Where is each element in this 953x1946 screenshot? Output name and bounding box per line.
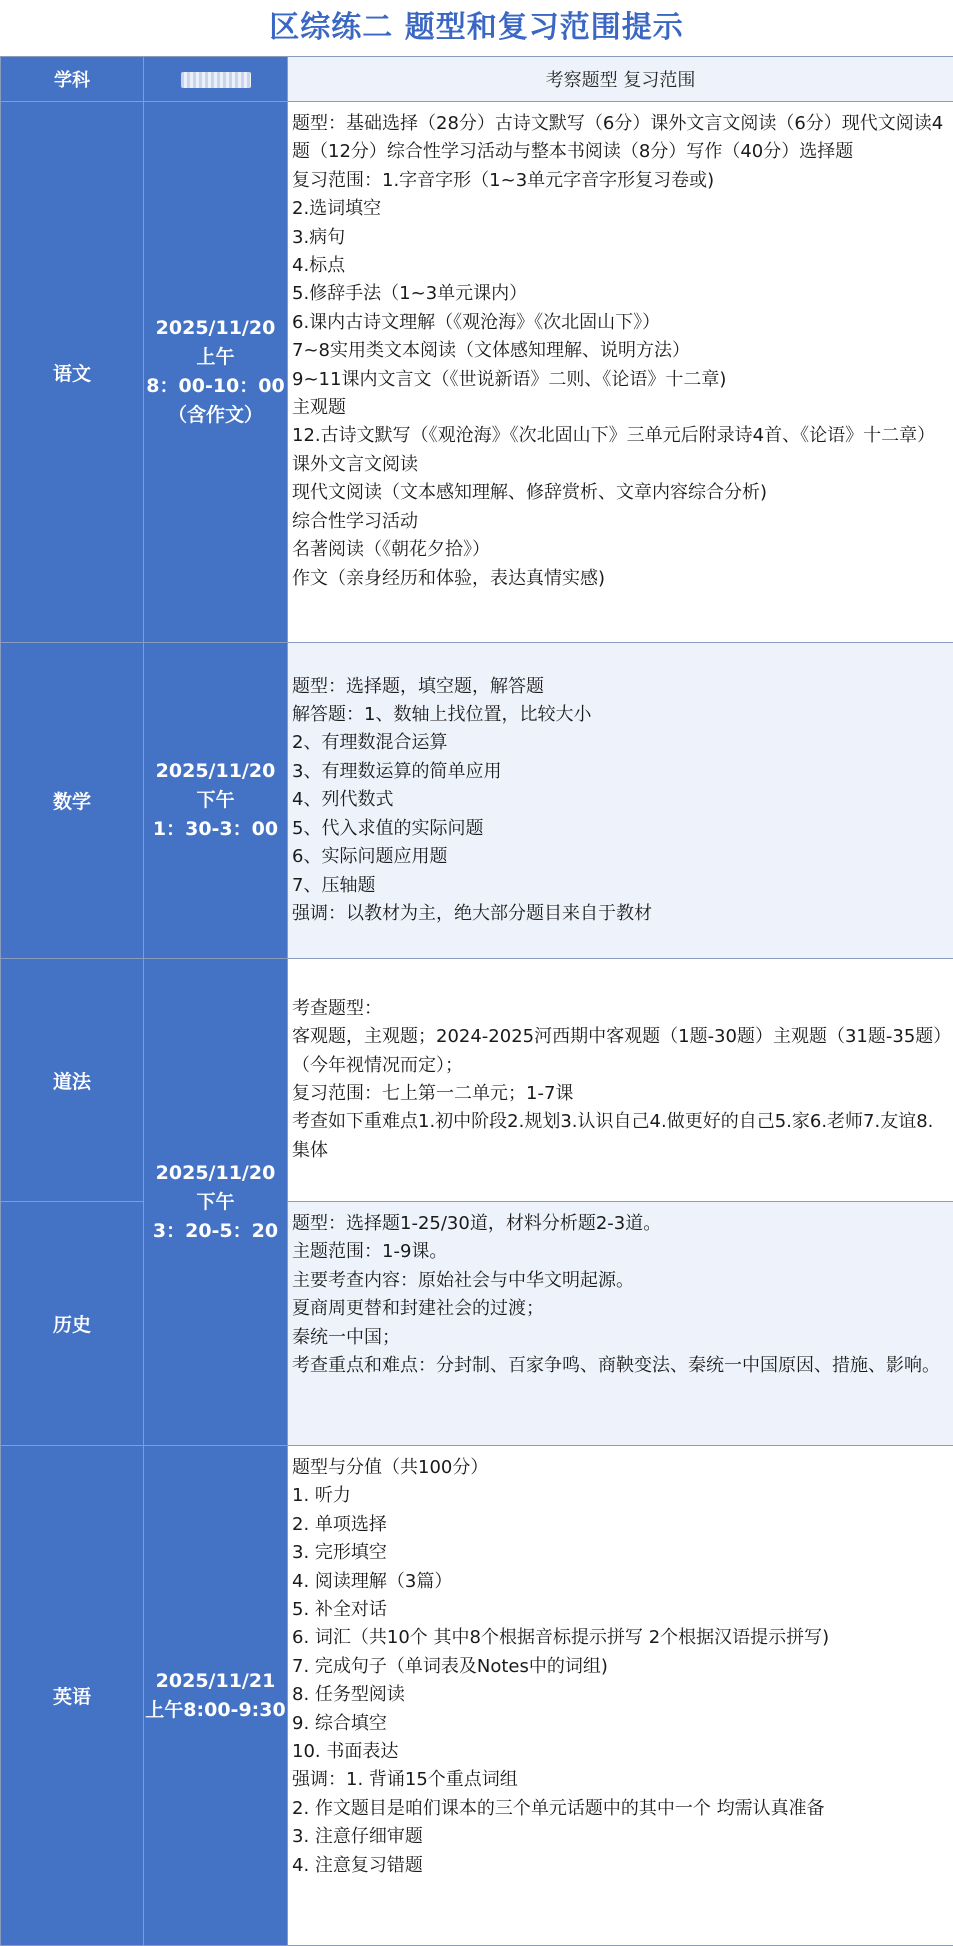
- subject-cell: 道法: [1, 959, 144, 1202]
- exam-hours: 1：30-3：00: [144, 815, 287, 844]
- scope-line: 夏商周更替和封建社会的过渡；: [292, 1295, 949, 1323]
- exam-hours: 上午8:00-9:30: [144, 1696, 287, 1725]
- scope-line: 主要考查内容：原始社会与中华文明起源。: [292, 1267, 949, 1295]
- table-row-yuwen: [1, 102, 953, 643]
- scope-line: 5.修辞手法（1~3单元课内）: [292, 280, 949, 308]
- scope-line: 复习范围：七上第一二单元；1-7课: [292, 1080, 949, 1108]
- time-cell: [144, 643, 288, 959]
- scope-line: 5. 补全对话: [292, 1596, 949, 1624]
- scope-line: 12.古诗文默写（《观沧海》《次北固山下》三单元后附录诗4首、《论语》十二章）: [292, 422, 949, 450]
- scope-line: 7~8实用类文本阅读（文体感知理解、说明方法）: [292, 337, 949, 365]
- scope-line: 考查重点和难点：分封制、百家争鸣、商鞅变法、秦统一中国原因、措施、影响。: [292, 1352, 949, 1380]
- scope-line: 7. 完成句子（单词表及Notes中的词组): [292, 1653, 949, 1681]
- scope-line: 6. 词汇（共10个 其中8个根据音标提示拼写 2个根据汉语提示拼写): [292, 1624, 949, 1652]
- header-time: [144, 57, 288, 102]
- scope-line: 1. 听力: [292, 1482, 949, 1510]
- exam-date: 2025/11/20: [144, 314, 287, 343]
- time-cell: [144, 1446, 288, 1946]
- scope-line: 复习范围：1.字音字形（1~3单元字音字形复习卷或): [292, 167, 949, 195]
- time-cell-shared: [144, 959, 288, 1446]
- scope-cell: [288, 102, 953, 643]
- subject-cell: 历史: [1, 1202, 144, 1446]
- scope-line: 强调：1. 背诵15个重点词组: [292, 1766, 949, 1794]
- scope-line: 综合性学习活动: [292, 508, 949, 536]
- scope-line: 10. 书面表达: [292, 1738, 949, 1766]
- scope-line: 主题范围：1-9课。: [292, 1238, 949, 1266]
- header-scope: 考察题型 复习范围: [288, 57, 953, 102]
- scope-line: 9~11课内文言文（《世说新语》二则、《论语》十二章): [292, 366, 949, 394]
- header-subject: 学科: [1, 57, 144, 102]
- table-row-yingyu: [1, 1446, 953, 1946]
- page-title: 区综练二 题型和复习范围提示: [0, 0, 953, 56]
- scope-line: 6、实际问题应用题: [292, 843, 949, 871]
- exam-hours: 3：20-5：20: [144, 1217, 287, 1246]
- table-row-lishi: [1, 1202, 953, 1446]
- scope-line: 客观题，主观题；2024-2025河西期中客观题（1题-30题）主观题（31题-35题）（今年视情况而定）；: [292, 1023, 949, 1080]
- redacted-text: [181, 72, 251, 88]
- scope-line: 秦统一中国；: [292, 1324, 949, 1352]
- table-row-shuxue: [1, 643, 953, 959]
- scope-line: 作文（亲身经历和体验，表达真情实感): [292, 565, 949, 593]
- scope-line: 课外文言文阅读: [292, 451, 949, 479]
- subject-cell: 语文: [1, 102, 144, 643]
- exam-period: 上午: [144, 343, 287, 372]
- scope-line: 7、压轴题: [292, 872, 949, 900]
- exam-note: （含作文）: [144, 401, 287, 430]
- exam-date: 2025/11/21: [144, 1667, 287, 1696]
- table-header-row: [1, 57, 953, 102]
- scope-line: 5、代入求值的实际问题: [292, 815, 949, 843]
- scope-line: 3.病句: [292, 224, 949, 252]
- scope-line: 2、有理数混合运算: [292, 729, 949, 757]
- time-cell: [144, 102, 288, 643]
- exam-schedule-table: [0, 56, 953, 1946]
- table-row-daofa: [1, 959, 953, 1202]
- scope-line: 4. 注意复习错题: [292, 1852, 949, 1880]
- scope-line: 2. 单项选择: [292, 1511, 949, 1539]
- scope-line: 4.标点: [292, 252, 949, 280]
- scope-line: 主观题: [292, 394, 949, 422]
- scope-line: 题型：基础选择（28分）古诗文默写（6分）课外文言文阅读（6分）现代文阅读4题（12分）综合性学习活动与整本书阅读（8分）写作（40分）选择题: [292, 110, 949, 167]
- scope-line: 解答题：1、数轴上找位置，比较大小: [292, 701, 949, 729]
- scope-line: 题型与分值（共100分）: [292, 1454, 949, 1482]
- scope-line: 3. 注意仔细审题: [292, 1823, 949, 1851]
- scope-line: 考查如下重难点1.初中阶段2.规划3.认识自己4.做更好的自己5.家6.老师7.友谊8.集体: [292, 1108, 949, 1165]
- scope-line: 2. 作文题目是咱们课本的三个单元话题中的其中一个 均需认真准备: [292, 1795, 949, 1823]
- scope-line: 4、列代数式: [292, 786, 949, 814]
- scope-line: 3、有理数运算的简单应用: [292, 758, 949, 786]
- exam-period: 下午: [144, 786, 287, 815]
- scope-line: 题型：选择题1-25/30道，材料分析题2-3道。: [292, 1210, 949, 1238]
- subject-cell: 英语: [1, 1446, 144, 1946]
- scope-cell: [288, 1446, 953, 1946]
- subject-cell: 数学: [1, 643, 144, 959]
- scope-line: 考查题型：: [292, 995, 949, 1023]
- scope-line: 题型：选择题，填空题，解答题: [292, 673, 949, 701]
- scope-line: 9. 综合填空: [292, 1710, 949, 1738]
- scope-line: 8. 任务型阅读: [292, 1681, 949, 1709]
- exam-hours: 8：00-10：00: [144, 372, 287, 401]
- scope-line: 2.选词填空: [292, 195, 949, 223]
- scope-line: 名著阅读（《朝花夕拾》）: [292, 536, 949, 564]
- scope-cell: [288, 1202, 953, 1446]
- scope-line: 强调：以教材为主，绝大部分题目来自于教材: [292, 900, 949, 928]
- scope-line: 3. 完形填空: [292, 1539, 949, 1567]
- exam-date: 2025/11/20: [144, 1159, 287, 1188]
- scope-line: 现代文阅读（文本感知理解、修辞赏析、文章内容综合分析): [292, 479, 949, 507]
- exam-period: 下午: [144, 1188, 287, 1217]
- scope-cell: [288, 959, 953, 1202]
- scope-cell: [288, 643, 953, 959]
- exam-date: 2025/11/20: [144, 757, 287, 786]
- scope-line: 4. 阅读理解（3篇）: [292, 1568, 949, 1596]
- scope-line: 6.课内古诗文理解（《观沧海》《次北固山下》）: [292, 309, 949, 337]
